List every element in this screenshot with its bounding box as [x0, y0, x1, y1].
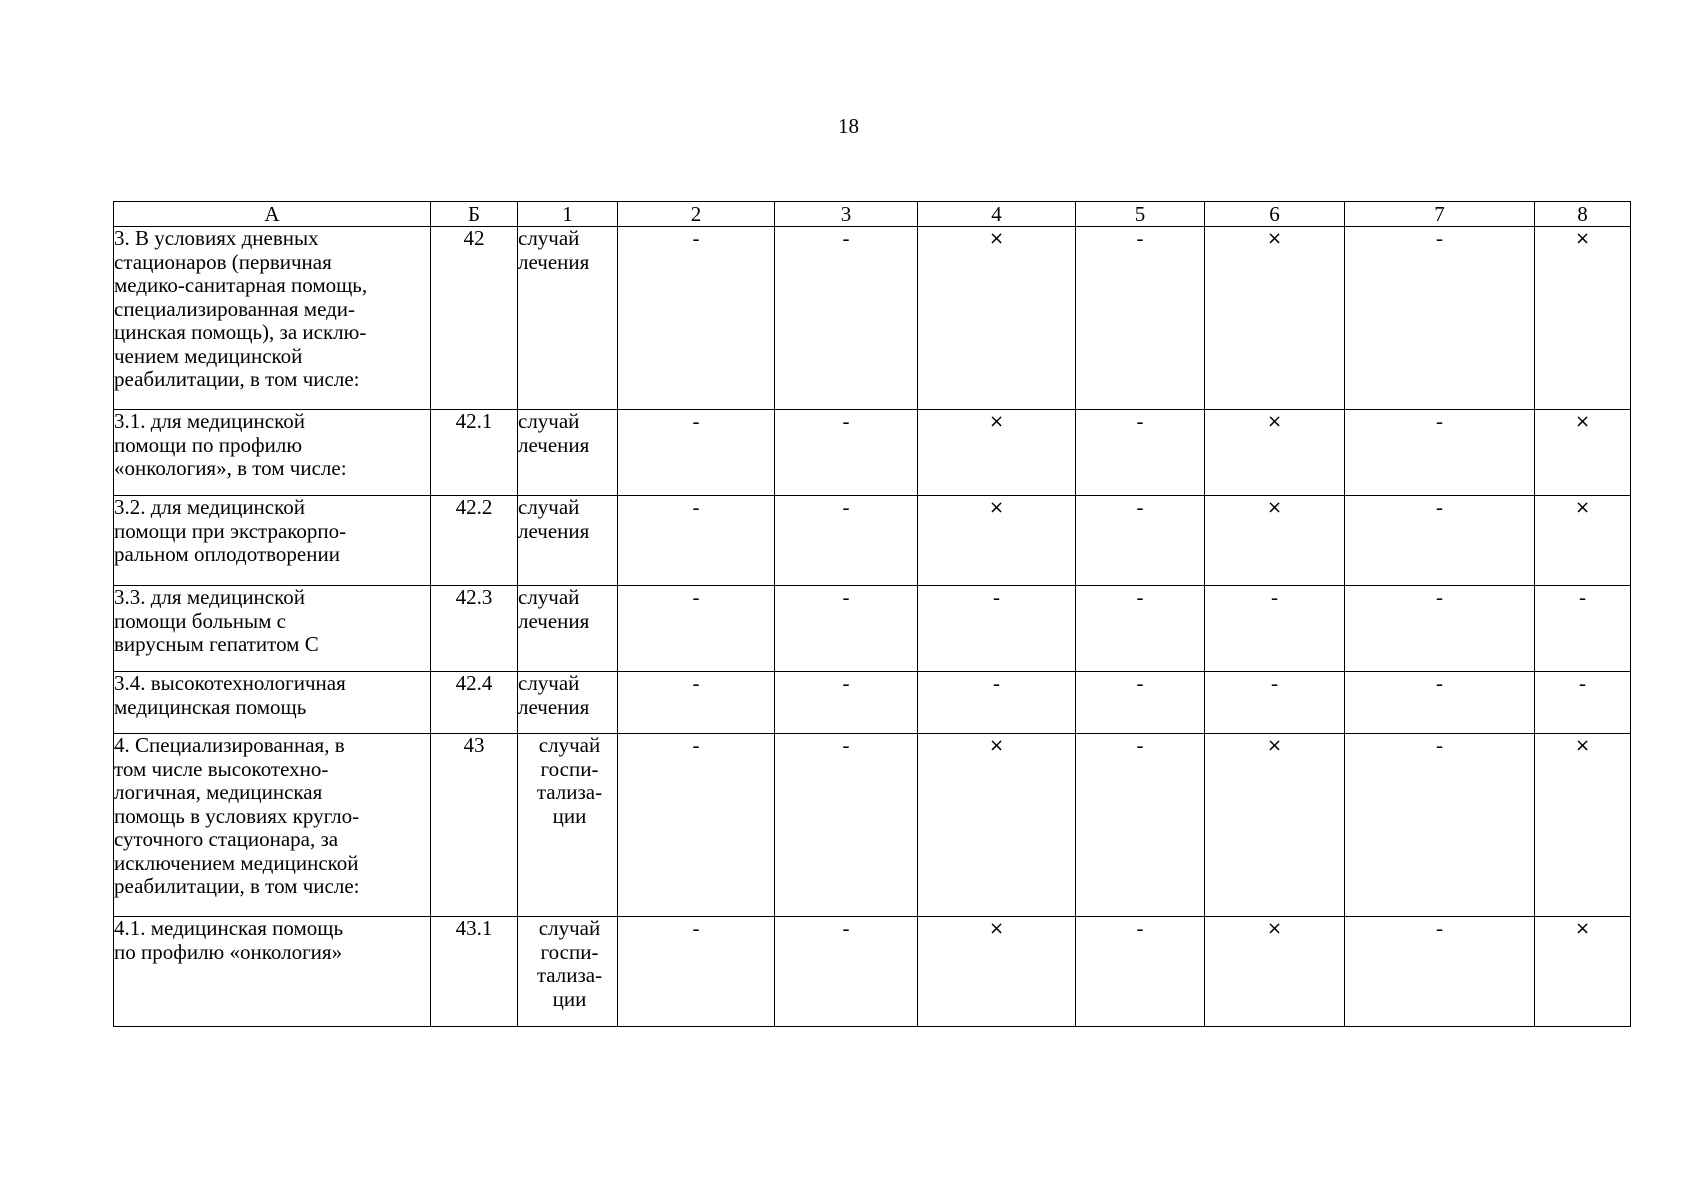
value-cell: ×	[1535, 734, 1631, 917]
value-cell: -	[1076, 496, 1205, 586]
value-cell: -	[1345, 734, 1535, 917]
value-cell: -	[1076, 586, 1205, 672]
value-cell: ×	[1535, 917, 1631, 1027]
row-code-cell: 43.1	[431, 917, 518, 1027]
column-header: 8	[1535, 202, 1631, 227]
page-number: 18	[838, 114, 859, 138]
value-cell: ×	[918, 227, 1076, 410]
row-name-cell	[114, 672, 431, 734]
value-cell: -	[1076, 227, 1205, 410]
value-cell: -	[618, 410, 775, 496]
row-name-text: 3.2. для медицинской помощи при экстракорпо- ральном оплодотворении	[114, 495, 347, 566]
value-cell: -	[618, 672, 775, 734]
value-cell: -	[775, 586, 918, 672]
value-cell: -	[1076, 672, 1205, 734]
value-cell: -	[1076, 734, 1205, 917]
table-row	[114, 734, 1631, 917]
value-cell: -	[1535, 672, 1631, 734]
column-header: 4	[918, 202, 1076, 227]
value-cell: ×	[1205, 734, 1345, 917]
row-name-cell	[114, 410, 431, 496]
table-row	[114, 410, 1631, 496]
data-table	[113, 201, 1631, 1027]
value-cell: ×	[1205, 410, 1345, 496]
value-cell: ×	[1535, 227, 1631, 410]
row-unit-cell	[518, 672, 618, 734]
row-unit-text: случай лечения	[518, 671, 590, 719]
value-cell: -	[618, 227, 775, 410]
value-cell: -	[618, 917, 775, 1027]
table-row	[114, 586, 1631, 672]
value-cell: -	[1345, 672, 1535, 734]
value-cell: -	[1345, 227, 1535, 410]
row-unit-cell	[518, 227, 618, 410]
column-header: 7	[1345, 202, 1535, 227]
row-unit-text: случай лечения	[518, 226, 590, 274]
row-code-cell: 43	[431, 734, 518, 917]
value-cell: -	[1345, 586, 1535, 672]
row-name-cell	[114, 227, 431, 410]
row-name-cell	[114, 734, 431, 917]
row-unit-cell	[518, 734, 618, 917]
row-unit-cell	[518, 917, 618, 1027]
row-code-cell: 42.1	[431, 410, 518, 496]
value-cell: -	[1076, 917, 1205, 1027]
table-header-row	[114, 202, 1631, 227]
row-name-text: 4.1. медицинская помощь по профилю «онкология»	[114, 916, 344, 964]
row-name-cell	[114, 586, 431, 672]
row-name-cell	[114, 917, 431, 1027]
value-cell: -	[1076, 410, 1205, 496]
value-cell: -	[1205, 586, 1345, 672]
value-cell: -	[1345, 917, 1535, 1027]
value-cell: -	[1205, 672, 1345, 734]
table-row	[114, 672, 1631, 734]
value-cell: -	[1535, 586, 1631, 672]
value-cell: -	[775, 496, 918, 586]
row-name-text: 3. В условиях дневных стационаров (первичная медико-санитарная помощь, специализированная меди- цинская помощь), за исклю- чением медицинской реабилитации, в том числе:	[114, 226, 368, 391]
value-cell: -	[618, 496, 775, 586]
value-cell: -	[918, 586, 1076, 672]
row-unit-cell	[518, 496, 618, 586]
column-header: Б	[431, 202, 518, 227]
table-row	[114, 227, 1631, 410]
value-cell: ×	[918, 496, 1076, 586]
column-header: 2	[618, 202, 775, 227]
row-name-text: 3.4. высокотехнологичная медицинская помощь	[114, 671, 346, 719]
value-cell: ×	[1205, 227, 1345, 410]
row-name-cell	[114, 496, 431, 586]
table-body	[114, 227, 1631, 1027]
row-unit-text: случай лечения	[518, 585, 590, 633]
value-cell: -	[775, 227, 918, 410]
row-name-text: 3.1. для медицинской помощи по профилю «онкология», в том числе:	[114, 409, 347, 480]
column-header: А	[114, 202, 431, 227]
row-unit-cell	[518, 586, 618, 672]
value-cell: ×	[918, 917, 1076, 1027]
value-cell: -	[618, 586, 775, 672]
value-cell: -	[918, 672, 1076, 734]
value-cell: ×	[918, 410, 1076, 496]
row-code-cell: 42.3	[431, 586, 518, 672]
table-row	[114, 917, 1631, 1027]
row-unit-text: случай госпи- тализа- ции	[536, 733, 603, 828]
value-cell: ×	[1535, 496, 1631, 586]
row-unit-text: случай лечения	[518, 495, 590, 543]
value-cell: -	[618, 734, 775, 917]
row-name-text: 4. Специализированная, в том числе высокотехно- логичная, медицинская помощь в условиях кругло- суточного стационара, за исключением медицинской реабилитации, в том числе:	[114, 733, 360, 898]
column-header: 5	[1076, 202, 1205, 227]
value-cell: ×	[1205, 917, 1345, 1027]
value-cell: -	[775, 672, 918, 734]
value-cell: ×	[918, 734, 1076, 917]
row-unit-text: случай лечения	[518, 409, 590, 457]
row-unit-cell	[518, 410, 618, 496]
value-cell: -	[775, 410, 918, 496]
row-unit-text: случай госпи- тализа- ции	[536, 916, 603, 1011]
value-cell: -	[775, 917, 918, 1027]
column-header: 3	[775, 202, 918, 227]
row-code-cell: 42.4	[431, 672, 518, 734]
value-cell: ×	[1205, 496, 1345, 586]
value-cell: -	[775, 734, 918, 917]
row-code-cell: 42	[431, 227, 518, 410]
value-cell: ×	[1535, 410, 1631, 496]
value-cell: -	[1345, 410, 1535, 496]
row-name-text: 3.3. для медицинской помощи больным с вирусным гепатитом С	[114, 585, 319, 656]
table-row	[114, 496, 1631, 586]
column-header: 6	[1205, 202, 1345, 227]
column-header: 1	[518, 202, 618, 227]
row-code-cell: 42.2	[431, 496, 518, 586]
value-cell: -	[1345, 496, 1535, 586]
